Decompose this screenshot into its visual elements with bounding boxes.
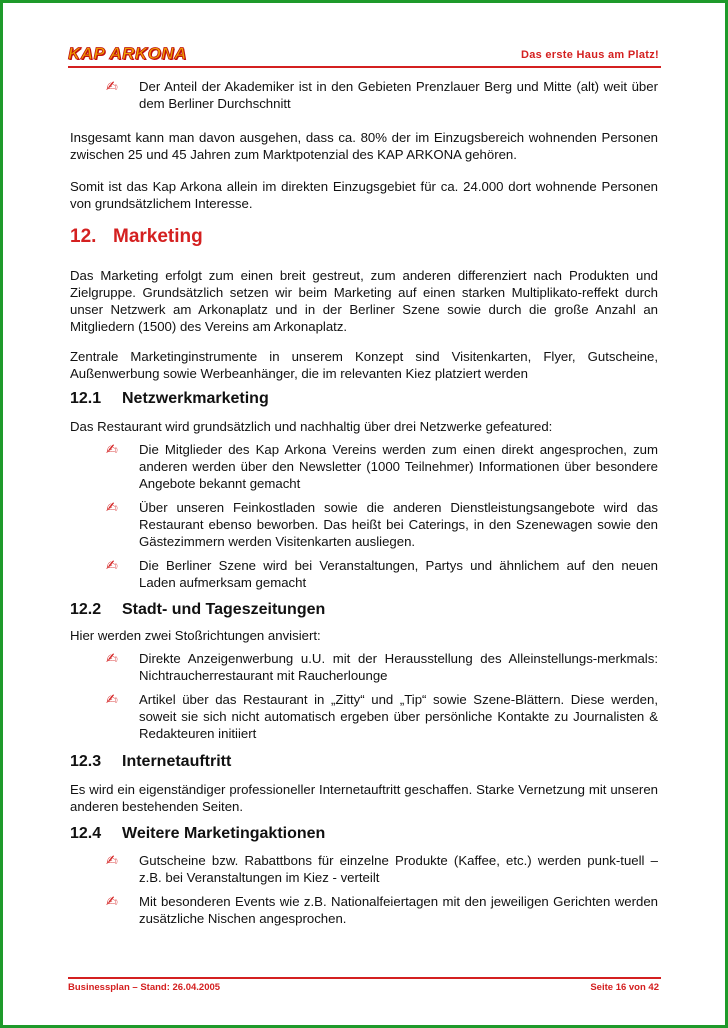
page-footer <box>68 977 661 995</box>
list-item-text: Die Berliner Szene wird bei Veranstaltungen, Partys und ähnlichem auf den neuen Laden aufmerksam gemacht <box>139 558 658 590</box>
paragraph: Es wird ein eigenständiger professioneller Internetauftritt geschaffen. Starke Vernetzung mit unseren anderen bestehenden Seiten. <box>70 782 658 814</box>
section-heading-12-2 <box>70 600 658 620</box>
section-title: Internetauftritt <box>122 753 232 770</box>
paragraph: Zentrale Marketinginstrumente in unserem Konzept sind Visitenkarten, Flyer, Gutscheine, Außenwerbung sowie Werbeanhänger, die im relevanten Kiez platziert werden <box>70 349 658 381</box>
list-item-text: Die Mitglieder des Kap Arkona Vereins werden zum einen direkt angesprochen, zum anderen werden über den Newsletter (1000 Teilnehmer) Informationen über besondere Angebote bekannt gemacht <box>139 442 658 491</box>
list-item <box>70 557 658 591</box>
section-heading-12 <box>70 226 658 248</box>
list-item <box>70 499 658 550</box>
list-item-text: Der Anteil der Akademiker ist in den Gebieten Prenzlauer Berg und Mitte (alt) weit über dem Berliner Durchschnitt <box>139 79 658 111</box>
pencil-check-icon: ✍ <box>106 499 118 515</box>
paragraph: Das Marketing erfolgt zum einen breit gestreut, zum anderen differenziert nach Produkten und Zielgruppe. Grundsätzlich setzen wir beim Marketing auf einen starken Multiplikato-reffekt durch unser Netzwerk am Arkonaplatz und in der Berliner Szene sowie durch die große Anzahl an Mitgliedern (1500) des Vereins am Arkonaplatz. <box>70 268 658 334</box>
section-heading-12-3 <box>70 752 658 772</box>
list-item <box>70 852 658 886</box>
section-title: Marketing <box>113 226 203 247</box>
pencil-check-icon: ✍ <box>106 441 118 457</box>
pencil-check-icon: ✍ <box>106 852 118 868</box>
pencil-check-icon: ✍ <box>106 691 118 707</box>
section-title: Netzwerkmarketing <box>122 390 269 407</box>
page-header <box>68 44 661 68</box>
section-number: 12.4 <box>70 825 102 842</box>
footer-document-info: Businessplan – Stand: 26.04.2005 <box>68 982 221 993</box>
footer-page-number: Seite 16 von 42 <box>590 982 659 993</box>
pencil-check-icon: ✍ <box>106 893 118 909</box>
header-tagline: Das erste Haus am Platz! <box>520 49 659 61</box>
pencil-check-icon: ✍ <box>106 557 118 573</box>
list-item-text: Direkte Anzeigenwerbung u.U. mit der Herausstellung des Alleinstellungs-merkmals: Nichtraucherrestaurant mit Raucherlounge <box>139 651 658 683</box>
paragraph: Hier werden zwei Stoßrichtungen anvisiert: <box>70 628 321 643</box>
list-item-text: Über unseren Feinkostladen sowie die anderen Dienstleistungsangebote wird das Restaurant ebenso beworben. Das heißt bei Caterings, in den Szenewagen sowie den Gästezimmern werden Visitenkarten ausliegen. <box>139 500 658 549</box>
logo: KAP ARKONA <box>68 44 187 63</box>
pencil-check-icon: ✍ <box>106 78 118 94</box>
section-title: Weitere Marketingaktionen <box>122 825 326 842</box>
list-item <box>70 441 658 492</box>
list-item-text: Mit besonderen Events wie z.B. Nationalfeiertagen mit den jeweiligen Gerichten werden zusätzliche Nischen angesprochen. <box>139 894 658 926</box>
list-item-text: Artikel über das Restaurant in „Zitty“ und „Tip“ sowie Szene-Blättern. Diese werden, soweit sie sich nicht automatisch ergeben über persönliche Kontakte zu Journalisten & Redakteuren initiiert <box>139 692 658 741</box>
section-number: 12.1 <box>70 390 102 407</box>
section-heading-12-1 <box>70 389 658 409</box>
section-number: 12.2 <box>70 601 102 618</box>
list-item-text: Gutscheine bzw. Rabattbons für einzelne Produkte (Kaffee, etc.) werden punk-tuell – z.B. bei Veranstaltungen im Kiez - verteilt <box>139 853 658 885</box>
section-number: 12. <box>70 226 97 247</box>
list-item <box>70 893 658 927</box>
pencil-check-icon: ✍ <box>106 650 118 666</box>
list-item <box>70 78 658 112</box>
paragraph: Das Restaurant wird grundsätzlich und nachhaltig über drei Netzwerke gefeatured: <box>70 419 553 434</box>
page-content <box>70 76 658 927</box>
section-number: 12.3 <box>70 753 102 770</box>
list-item <box>70 650 658 684</box>
section-heading-12-4 <box>70 824 658 844</box>
paragraph: Insgesamt kann man davon ausgehen, dass ca. 80% der im Einzugsbereich wohnenden Personen zwischen 25 und 45 Jahren zum Marktpotenzial des KAP ARKONA gehören. <box>70 130 658 162</box>
paragraph: Somit ist das Kap Arkona allein im direkten Einzugsgebiet für ca. 24.000 dort wohnende Personen von grundsätzlichem Interesse. <box>70 179 658 211</box>
section-title: Stadt- und Tageszeitungen <box>122 601 326 618</box>
list-item <box>70 691 658 742</box>
